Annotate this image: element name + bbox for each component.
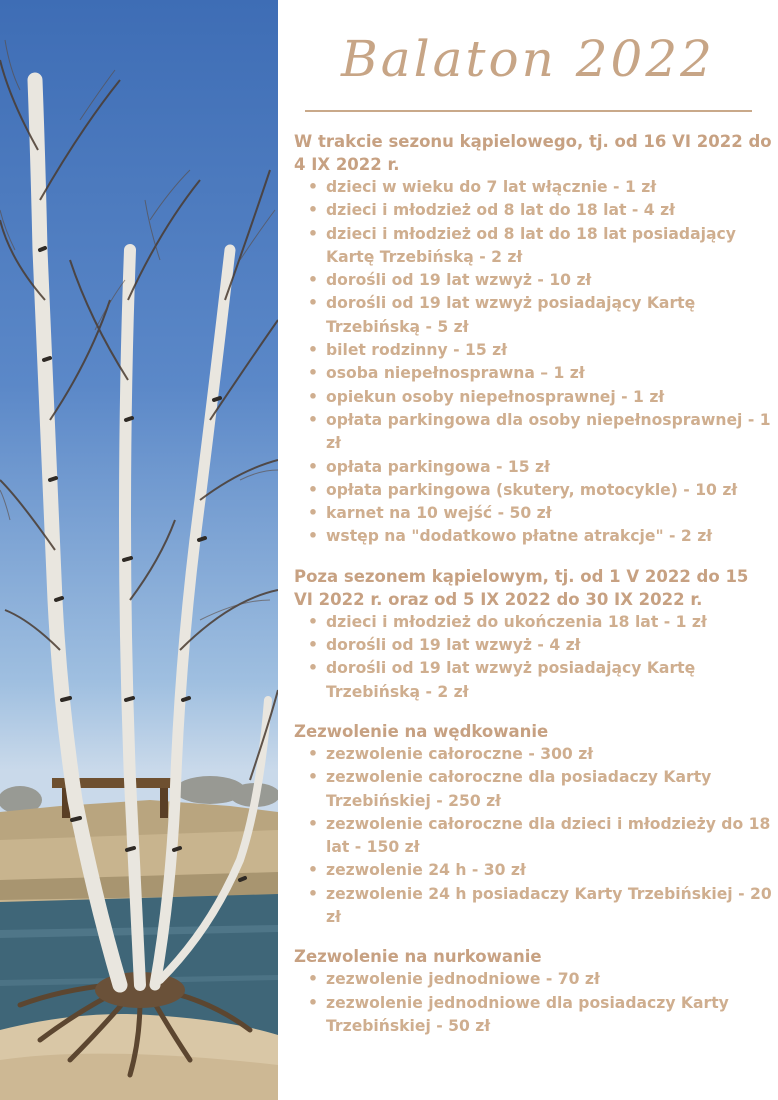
price-item: • dzieci i młodzież od 8 lat do 18 lat posiadający Kartę Trzebińską - 2 zł <box>326 223 772 270</box>
price-item: • opiekun osoby niepełnosprawnej - 1 zł <box>326 386 772 409</box>
price-list-panel <box>278 0 778 1100</box>
birch-tree-illustration <box>0 0 278 1100</box>
price-section <box>294 720 772 929</box>
price-item: • bilet rodzinny - 15 zł <box>326 339 772 362</box>
price-item: • osoba niepełnosprawna – 1 zł <box>326 362 772 385</box>
price-section <box>294 130 772 549</box>
price-item: • wstęp na "dodatkowo płatne atrakcje" - 2 zł <box>326 525 772 548</box>
price-item: • dzieci i młodzież od 8 lat do 18 lat - 4 zł <box>326 199 772 222</box>
price-list <box>294 611 772 704</box>
price-item: • opłata parkingowa dla osoby niepełnosprawnej - 1 zł <box>326 409 772 456</box>
price-list <box>294 176 772 549</box>
price-item: • zezwolenie całoroczne - 300 zł <box>326 743 772 766</box>
section-heading: W trakcie sezonu kąpielowego, tj. od 16 VI 2022 do 4 IX 2022 r. <box>294 132 772 174</box>
section-heading: Poza sezonem kąpielowym, tj. od 1 V 2022 do 15 VI 2022 r. oraz od 5 IX 2022 do 30 IX 2022 r. <box>294 566 749 609</box>
price-item: • opłata parkingowa - 15 zł <box>326 456 772 479</box>
price-item: • zezwolenie całoroczne dla dzieci i młodzieży do 18 lat - 150 zł <box>326 813 772 860</box>
section-heading: Zezwolenie na nurkowanie <box>294 947 542 967</box>
price-item: • zezwolenie 24 h posiadaczy Karty Trzebińskiej - 20 zł <box>326 883 772 930</box>
price-list <box>294 743 772 929</box>
price-section <box>294 945 772 1038</box>
price-item: • dorośli od 19 lat wzwyż posiadający Kartę Trzebińską - 5 zł <box>326 292 772 339</box>
price-item: • opłata parkingowa (skutery, motocykle) - 10 zł <box>326 479 772 502</box>
price-item: • dorośli od 19 lat wzwyż posiadający Kartę Trzebińską - 2 zł <box>326 657 772 704</box>
price-item: • zezwolenie jednodniowe dla posiadaczy Karty Trzebińskiej - 50 zł <box>326 992 772 1039</box>
price-item: • zezwolenie jednodniowe - 70 zł <box>326 968 772 991</box>
price-item: • dzieci w wieku do 7 lat włącznie - 1 zł <box>326 176 772 199</box>
price-item: • karnet na 10 wejść - 50 zł <box>326 502 772 525</box>
price-item: • dzieci i młodzież do ukończenia 18 lat - 1 zł <box>326 611 772 634</box>
price-item: • zezwolenie 24 h - 30 zł <box>326 859 772 882</box>
birch-tree-lake-photo <box>0 0 278 1100</box>
price-item: • zezwolenie całoroczne dla posiadaczy Karty Trzebińskiej - 250 zł <box>326 766 772 813</box>
page-title: Balaton 2022 <box>341 30 715 88</box>
title-divider <box>305 110 752 112</box>
section-heading: Zezwolenie na wędkowanie <box>294 721 549 741</box>
price-list <box>294 968 772 1038</box>
price-sections <box>294 130 772 1054</box>
price-item: • dorośli od 19 lat wzwyż - 10 zł <box>326 269 772 292</box>
price-item: • dorośli od 19 lat wzwyż - 4 zł <box>326 634 772 657</box>
price-section <box>294 565 772 704</box>
